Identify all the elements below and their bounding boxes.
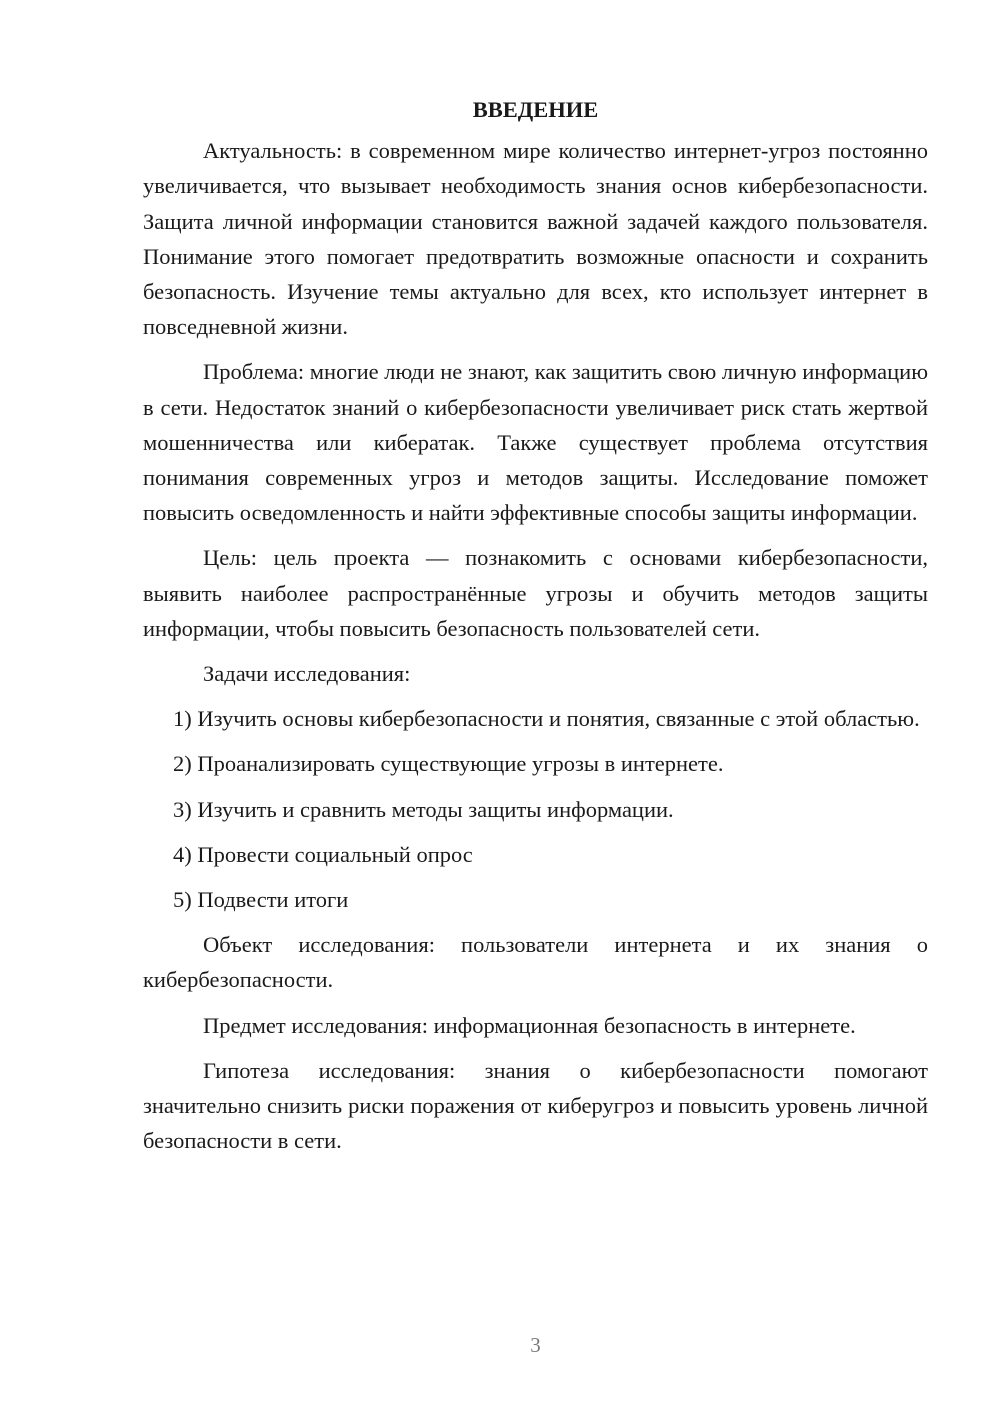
task-item: 4) Провести социальный опрос	[173, 841, 473, 867]
relevance-paragraph: Актуальность: в современном мире количество интернет-угроз постоянно увеличивается, что вызывает необходимость знания основ кибербезопасности. Защита личной информации становится важной задачей каждого пользователя. Понимание этого помогает предотвратить возможные опасности и сохранить безопасность. Изучение темы актуально для всех, кто использует интернет в повседневной жизни.	[143, 138, 928, 340]
subject-paragraph: Предмет исследования: информационная безопасность в интернете.	[203, 1012, 856, 1038]
page-number: 3	[530, 1333, 541, 1357]
task-item: 2) Проанализировать существующие угрозы в интернете.	[173, 751, 724, 777]
goal-paragraph: Цель: цель проекта — познакомить с основами кибербезопасности, выявить наиболее распространённые угрозы и обучить методов защиты информации, чтобы повысить безопасность пользователей сети.	[143, 545, 928, 641]
document-page	[143, 92, 928, 1168]
task-item: 3) Изучить и сравнить методы защиты информации.	[173, 796, 674, 822]
task-item: 1) Изучить основы кибербезопасности и понятия, связанные с этой областью.	[173, 706, 920, 732]
object-paragraph: Объект исследования: пользователи интернета и их знания о кибербезопасности.	[143, 932, 928, 993]
tasks-list	[143, 701, 928, 917]
hypothesis-paragraph: Гипотеза исследования: знания о кибербезопасности помогают значительно снизить риски поражения от киберугроз и повысить уровень личной безопасности в сети.	[143, 1057, 928, 1154]
tasks-title: Задачи исследования:	[203, 661, 411, 687]
task-item: 5) Подвести итоги	[173, 887, 349, 913]
problem-paragraph: Проблема: многие люди не знают, как защитить свою личную информацию в сети. Недостаток знаний о кибербезопасности увеличивает риск стать жертвой мошенничества или кибератак. Также существует проблема отсутствия понимания современных угроз и методов защиты. Исследование поможет повысить осведомленность и найти эффективные способы защиты информации.	[143, 359, 928, 526]
document-title: ВВЕДЕНИЕ	[472, 97, 599, 122]
